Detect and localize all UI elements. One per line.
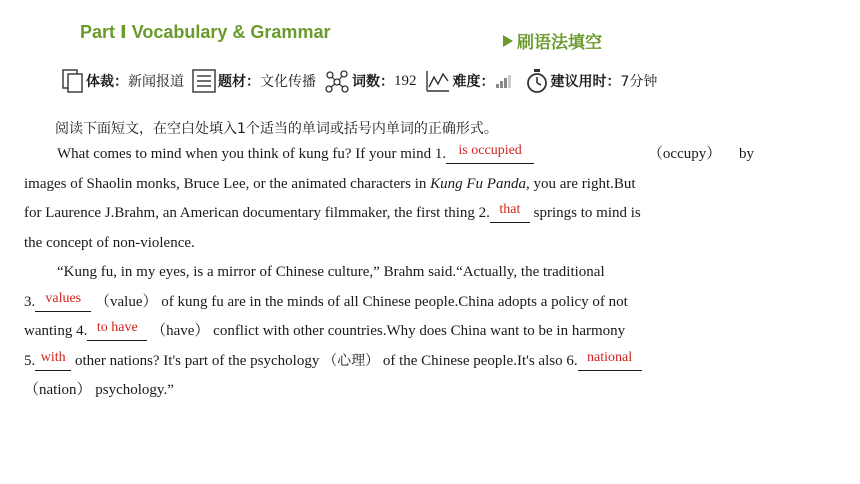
passage-line (24, 229, 754, 259)
difficulty-bars-icon (495, 73, 515, 89)
passage-text: conflict with other countries.Why does China want to be in harmony (213, 323, 626, 339)
blank-5[interactable] (35, 349, 71, 371)
passage-text: “Kung fu, in my eyes, is a mirror of Chinese culture,” Brahm said.“Actually, the traditional (57, 264, 605, 280)
meta-genre (62, 69, 184, 93)
passage-text: psychology.” (95, 382, 174, 398)
stopwatch-icon (525, 68, 549, 94)
meta-row (62, 68, 665, 94)
movie-title: Kung Fu Panda (430, 175, 526, 192)
blank-4[interactable] (87, 322, 147, 341)
topic-label: 题材： (218, 74, 260, 90)
answer-6: national (587, 349, 633, 365)
meta-topic (192, 69, 316, 93)
answer-5: with (40, 349, 66, 365)
genre-label: 体裁： (86, 74, 128, 90)
passage-line (24, 347, 754, 377)
passage-line (24, 258, 754, 288)
words-value: 192 (394, 72, 417, 89)
passage-text: of the Chinese people.It's also 6. (382, 352, 578, 369)
passage-text: springs to mind is (533, 205, 641, 221)
document-icon (62, 69, 84, 93)
meta-words (324, 69, 417, 93)
section-tag (503, 28, 602, 53)
blank-6[interactable] (578, 349, 642, 371)
answer-3: values (45, 290, 82, 306)
passage-text: by (739, 146, 754, 162)
molecule-icon (324, 69, 350, 93)
blank-3[interactable] (35, 290, 91, 312)
genre-value: 新闻报道 (128, 74, 184, 90)
passage (24, 140, 754, 406)
passage-hint: （occupy） (647, 146, 722, 162)
passage-hint: （心理） (323, 352, 380, 369)
words-label: 词数： (352, 74, 394, 90)
play-triangle-icon (503, 35, 513, 47)
passage-line (24, 376, 754, 406)
passage-hint: （have） (151, 323, 210, 339)
passage-text: images of Shaolin monks, Bruce Lee, or the animated characters in (24, 175, 427, 192)
part-title: Part Ⅰ Vocabulary & Grammar (80, 22, 331, 42)
difficulty-label: 难度： (452, 74, 495, 90)
passage-text: , you are right.But (525, 175, 636, 192)
time-label: 建议用时： (550, 74, 621, 90)
passage-text: for Laurence J.Brahm, an American documentary filmmaker, the first thing 2. (24, 205, 490, 221)
passage-text: 3. (24, 293, 36, 310)
answer-2: that (499, 202, 521, 217)
passage-line (24, 288, 754, 318)
meta-difficulty (425, 69, 517, 93)
instruction: 阅读下面短文，在空白处填入1个适当的单词或括号内单词的正确形式。 (55, 121, 498, 137)
passage-hint: （nation） (24, 382, 92, 398)
passage-text: of kung fu are in the minds of all Chinese people.China adopts a policy of not (161, 293, 628, 310)
passage-text: other nations? It's part of the psychology (75, 352, 320, 369)
meta-time (525, 68, 658, 94)
passage-text: the concept of non-violence. (24, 234, 195, 251)
section-tag-label: 刷语法填空 (517, 33, 602, 53)
passage-line (24, 140, 754, 170)
answer-1: is occupied (458, 143, 522, 158)
passage-hint: （value） (95, 293, 158, 310)
passage-line (24, 199, 754, 229)
passage-line (24, 170, 754, 200)
passage-text: wanting 4. (24, 323, 88, 339)
passage-text: What comes to mind when you think of kung fu? If your mind 1. (57, 146, 447, 162)
passage-line (24, 317, 754, 347)
trend-chart-icon (425, 69, 451, 93)
time-value: 7分钟 (620, 74, 658, 90)
blank-2[interactable] (490, 204, 530, 223)
topic-value: 文化传播 (260, 74, 316, 90)
answer-4: to have (96, 320, 138, 335)
list-icon (192, 69, 216, 93)
passage-text: 5. (24, 352, 36, 369)
blank-1[interactable] (446, 145, 534, 164)
